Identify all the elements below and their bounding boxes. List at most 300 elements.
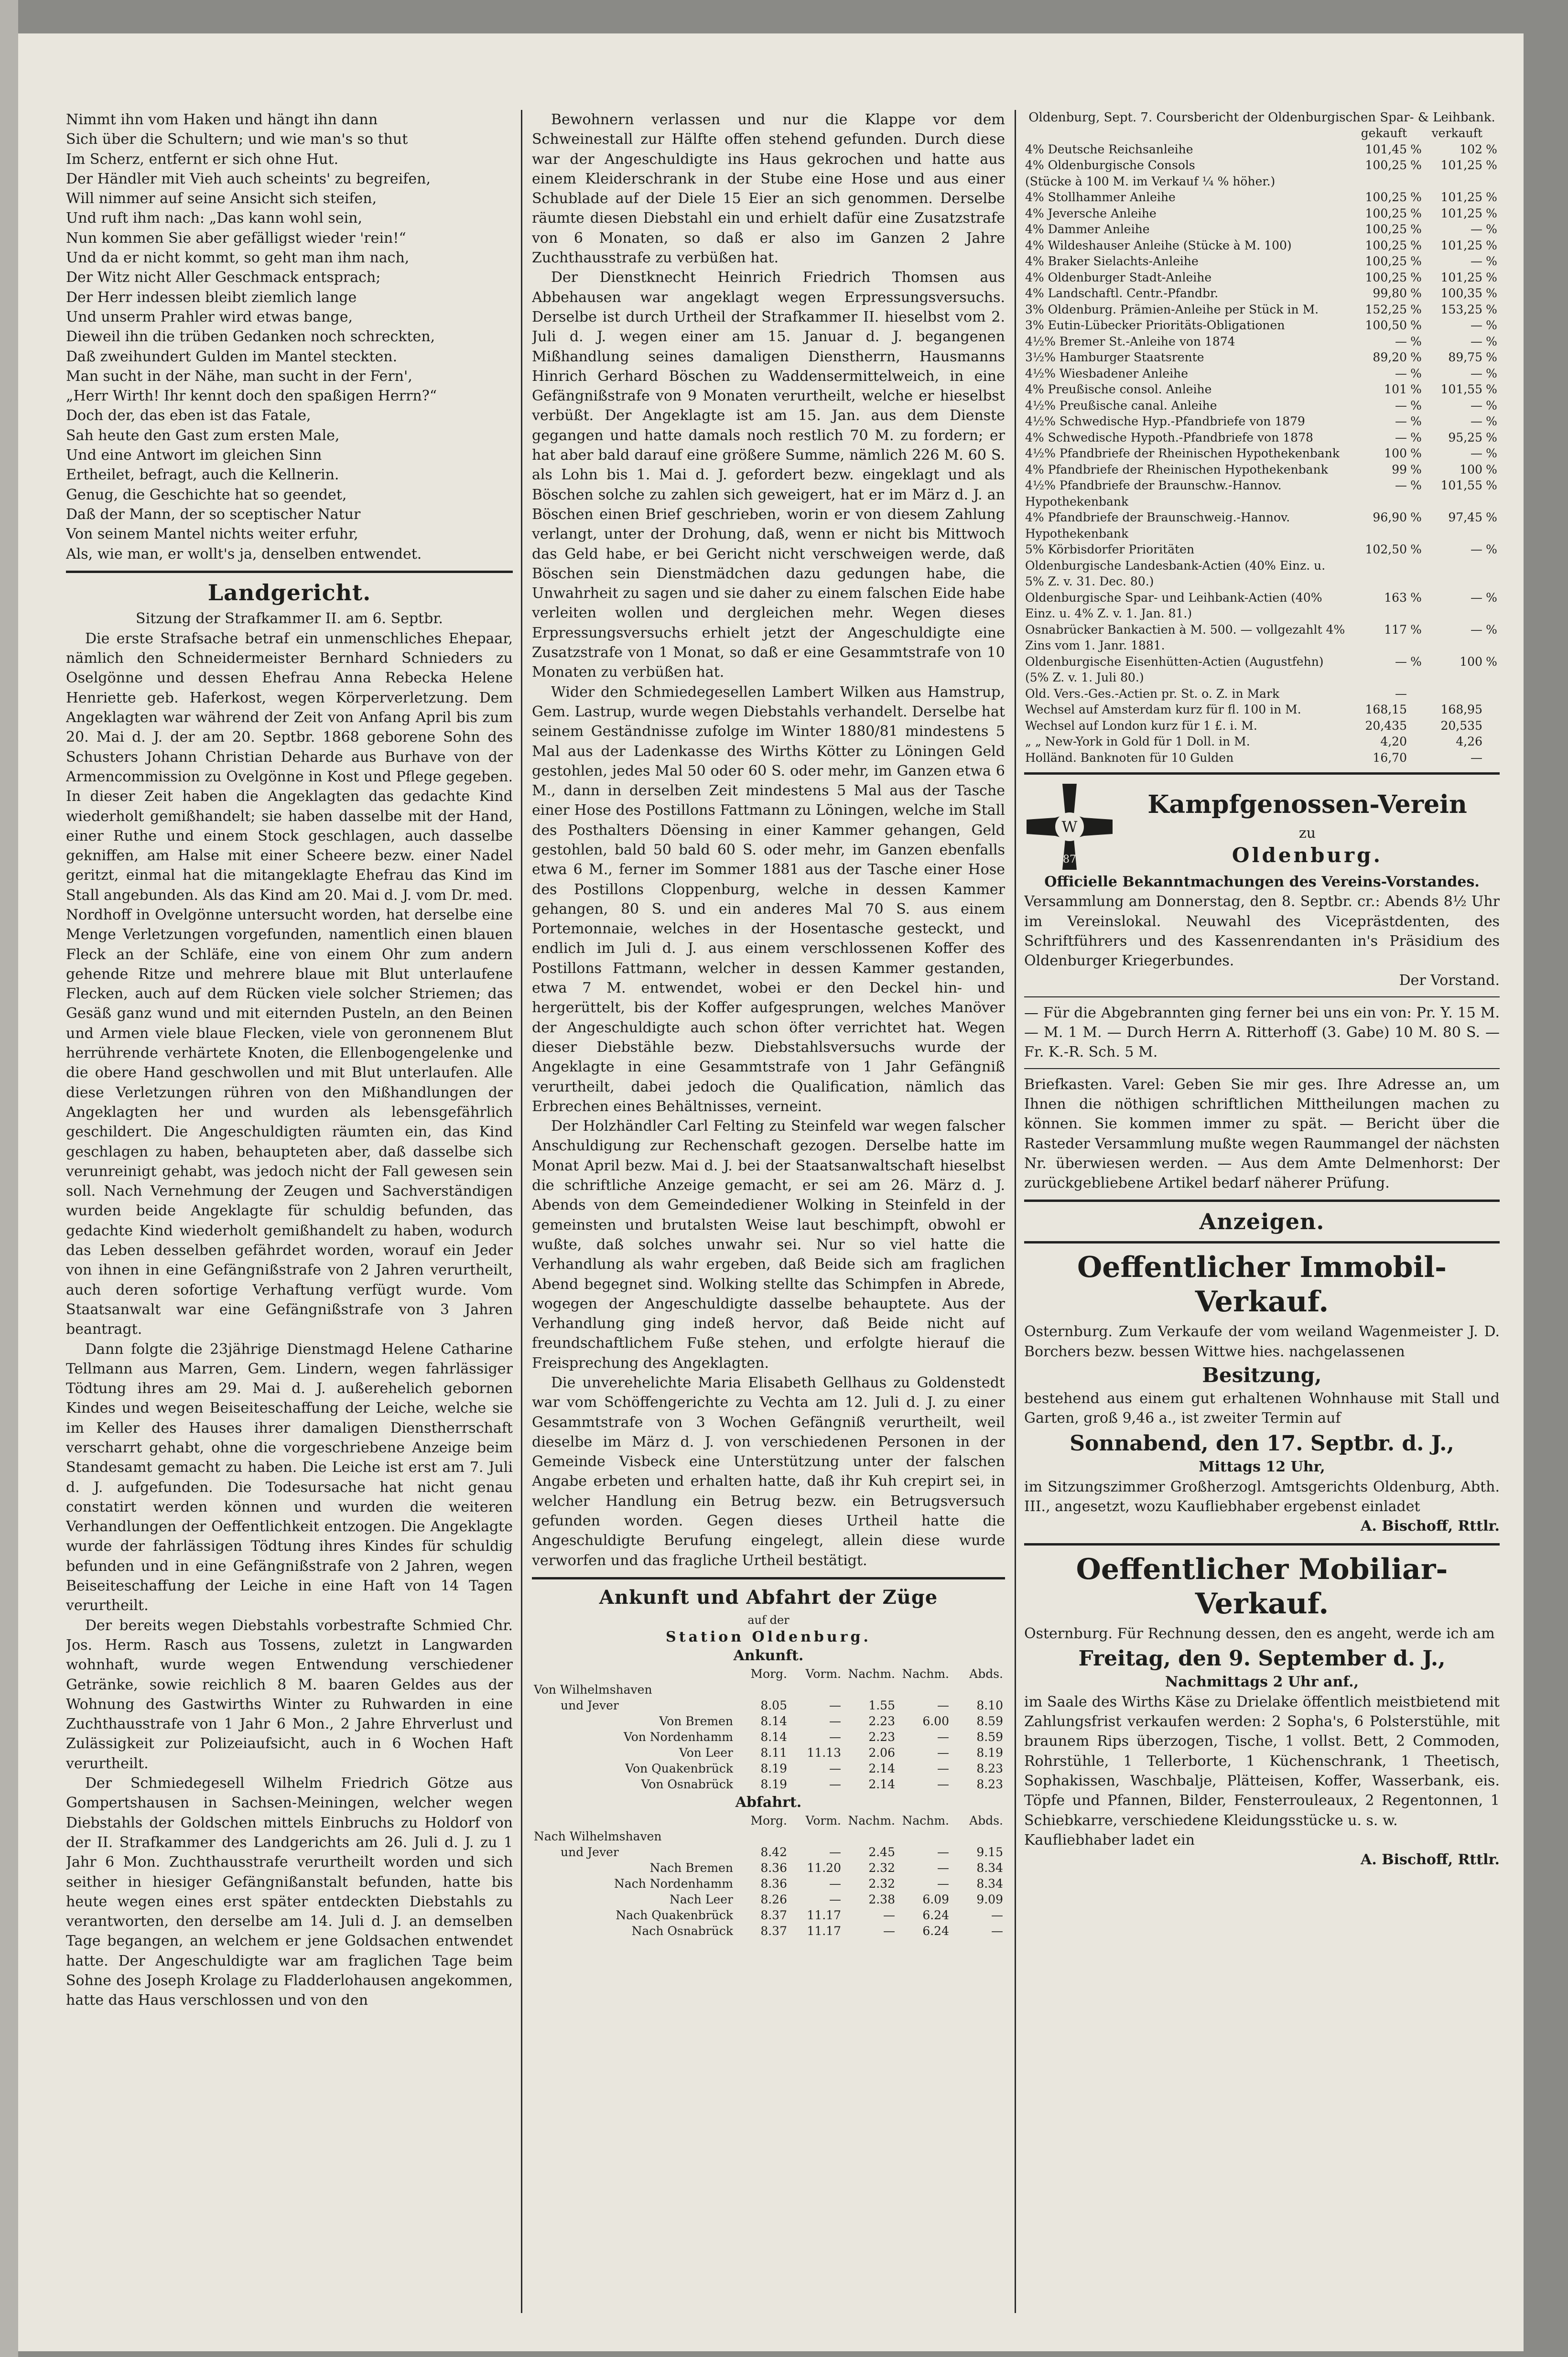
kurs-cell: 101,25 (1440, 206, 1482, 220)
poem-line: Man sucht in der Nähe, man sucht in der Fern', (66, 368, 412, 385)
kurs-cell: 4% Schwedische Hypoth.-Pfandbriefe von 1878 (1025, 430, 1313, 444)
kurs-cell: 168,95 (1440, 703, 1482, 716)
timetable-cell: Von Wilhelmshaven (534, 1682, 652, 1697)
kurs-row (1024, 205, 1500, 222)
kurs-cell: 100,25 (1365, 206, 1407, 220)
poem-line: Der Witz nicht Aller Geschmack entsprach; (66, 269, 381, 286)
kurs-cell: 4,26 (1456, 735, 1482, 748)
kurs-cell: 4% Wildeshauser Anleihe (Stücke à M. 100) (1025, 238, 1292, 252)
timetable-cell: 8.10 (976, 1698, 1003, 1712)
kurs-cell: % (1410, 430, 1422, 444)
timetable-cell: 8.34 (976, 1876, 1003, 1891)
kurs-cell: 4% Jeversche Anleihe (1025, 206, 1157, 220)
timetable-row (532, 1844, 1005, 1860)
poem-line: Sah heute den Gast zum ersten Male, (66, 427, 340, 444)
poem-line: Und da er nicht kommt, so geht man ihm nach, (66, 249, 410, 267)
timetable-cell: 8.37 (760, 1908, 787, 1922)
kurs-cell: % (1410, 222, 1422, 236)
kurs-cell (1408, 750, 1424, 766)
kurs-cell: 100,50 (1365, 318, 1407, 332)
kurs-cell: % (1486, 398, 1497, 412)
timetable-cell (951, 1682, 1005, 1697)
timetable-row (532, 1745, 1005, 1761)
kurs-cell (1483, 702, 1500, 718)
verein-notice (1024, 781, 1500, 991)
column-1 (66, 110, 513, 2011)
divider (1024, 1200, 1500, 1202)
verein-title: Kampfgenossen-Verein (1147, 790, 1467, 819)
kurs-cell: — (1395, 686, 1407, 701)
kurs-row (1024, 366, 1500, 382)
kurs-cell: 4% Pfandbriefe der Braunschweig.-Hannov. Hypothekenbank (1025, 510, 1290, 541)
kurs-cell: 99,80 (1373, 286, 1407, 300)
kurs-row (1024, 430, 1500, 446)
kurs-cell: 102,50 (1365, 542, 1407, 556)
divider (1024, 996, 1500, 997)
timetable-cell: — (883, 1908, 895, 1922)
timetable-cell: 6.09 (922, 1892, 949, 1906)
kurs-row (1024, 285, 1500, 302)
ad-immobil-item: Besitzung, (1202, 1363, 1322, 1387)
kurs-cell: % (1410, 206, 1422, 220)
poem-line: Genug, die Geschichte hat so geendet, (66, 486, 347, 503)
divider (1024, 772, 1500, 775)
kurs-row (1024, 317, 1500, 334)
timetable-header-cell: Nachm. (902, 1813, 949, 1827)
kurs-row (1024, 413, 1500, 430)
timetable-cell: 8.36 (760, 1876, 787, 1891)
timetable-row (532, 1860, 1005, 1876)
kurs-cell: 117 (1384, 622, 1407, 637)
kurs-cell: 100,25 (1365, 254, 1407, 268)
paragraph: Bewohnern verlassen und nur die Klappe vor dem Schweinestall zur Hälfte offen stehend gefunden. Durch diese war der Angeschuldigte ins Haus gekrochen und hatte aus einem Kleiderschrank in der Stube eine Hose und aus einer Schublade auf der Diele 15 Eier an sich genommen. Derselbe räumte diesen Diebstahl ein und erhielt dafür eine Zusatzstrafe von 6 Monaten, so daß er also im Ganzen 2 Jahre Zuchthausstrafe zu verbüßen hat. (532, 111, 1005, 267)
arrival-table (532, 1666, 1005, 1792)
timetable-cell: 2.23 (868, 1730, 895, 1744)
kurs-cell (1349, 173, 1408, 190)
paragraph: Dann folgte die 23jährige Dienstmagd Helene Catharine Tellmann aus Marren, Gem. Lindern, wegen fahrlässiger Tödtung ihres am 29. Mai d. J. außerehelich gebornen Kindes und wegen Beiseiteschaffung der Leiche, welche sie im Keller des Hauses ihrer damaligen Dienstherrschaft verscharrt gehabt, ohne die vorgeschriebene Anzeige beim Standesamt gemacht zu haben. Die Leiche ist erst am 7. Juli d. J. aufgefunden. Die Todesursache hat nicht genau constatirt werden können und wurden die weiteren Verhandlungen der Oeffentlichkeit entzogen. Die Angeklagte wurde der fahrlässigen Tödtung ihres Kindes für schuldig befunden und in eine Gefängnißstrafe von 2 Jahren, wegen Beiseiteschaffung der Leiche in eine Haft von 14 Tagen verurtheilt. (66, 1341, 513, 1614)
kurs-cell: % (1410, 334, 1422, 348)
kurs-cell: % (1486, 350, 1497, 364)
timetable-cell (735, 1682, 789, 1697)
timetable-cell: — (937, 1761, 949, 1775)
kurs-cell: 168,15 (1365, 703, 1407, 716)
kurs-cell: 101,25 (1440, 158, 1482, 172)
timetable-cell: — (991, 1924, 1003, 1938)
kurs-cell: 16,70 (1373, 750, 1407, 765)
kurs-cell: 152,25 (1365, 302, 1407, 316)
kurs-cell: 100 (1460, 654, 1482, 669)
paragraph: Wider den Schmiedegesellen Lambert Wilken aus Hamstrup, Gem. Lastrup, wurde wegen Diebstahls verhandelt. Derselbe hat seinem Geständnisse zufolge im Winter 1880/81 mindestens 5 Mal aus der Ladenkasse des Wirths Kötter zu Löningen Geld gestohlen, jedes Mal 50 oder 60 S. oder mehr, im Ganzen etwa 6 M., dann in derselben Zeit mindestens 5 Mal aus der Tasche einer Hose des Postillons Fattmann zu Löningen, welche im Stall des Posthalters Döensing in einer Kammer gehangen, Geld gestohlen, bald 50 bald 60 S. oder mehr, im Ganzen ebenfalls etwa 6 M., ferner im Sommer 1881 aus der Tasche einer Hose des Postillons Cloppenburg, welche in dessen Kammer gehangen, 80 S. und ein anderes Mal 70 S. aus einem Portemonnaie, welches in der Hosentasche gesteckt, und endlich im Juli d. J. aus einem verschlossenen Koffer des Postillons Fattmann, welcher in dessen Kammer gestanden, etwa 7 M. entwendet, wobei er den Deckel hin- und hergerüttelt, bis der Koffer aufgesprungen, welches Manöver der Angeschuldigte auch schon öfter verrichtet hat. Wegen dieser Diebstähle bezw. Diebstahlsversuchs wurde der Angeklagte in eine Gesammtstrafe von 1 Jahr Gefängniß verurtheilt, dabei jedoch die Qualification, nämlich das Erbrechen eines Behältnisses, verneint. (532, 683, 1005, 1115)
kurs-cell: — (1471, 446, 1482, 460)
poem-line: Will nimmer auf seine Ansicht sich steifen, (66, 190, 377, 207)
timetable-cell: — (829, 1892, 841, 1906)
kurs-cell: % (1410, 414, 1422, 428)
kurs-header-cell (1408, 125, 1424, 141)
poem-line: Ertheilet, befragt, auch die Kellnerin. (66, 466, 339, 484)
timetable-cell: 8.23 (976, 1777, 1003, 1791)
kurs-cell: 4% Oldenburgische Consols (1025, 158, 1195, 172)
kurs-cell: % (1486, 414, 1497, 428)
kurs-cell: — (1471, 542, 1482, 556)
timetable-cell: Nach Bremen (649, 1860, 733, 1875)
timetable-cell: Nach Osnabrück (631, 1924, 733, 1938)
timetable-cell: 8.37 (760, 1924, 787, 1938)
column-2 (532, 110, 1005, 1939)
paragraph: Die unverehelichte Maria Elisabeth Gellhaus zu Goldenstedt war vom Schöffengerichte zu Vechta am 12. Juli d. J. zu einer Gesammtstrafe von 3 Wochen Gefängniß verurtheilt, weil dieselbe im März d. J. von verschiedenen Personen in der Gemeinde Visbeck eine Unterstützung unter der falschen Angabe erbeten und erhalten hatte, daß ihr Kuh crepirt sei, in welcher Handlung ein Betrug bezw. ein Betrugsversuch gefunden worden. Gegen dieses Urtheil hatte die Angeschuldigte Berufung eingelegt, allein diese wurde verworfen und das fragliche Urtheil bestätigt. (532, 1374, 1005, 1569)
verein-signed: Der Vorstand. (1399, 972, 1500, 989)
timetable-cell (897, 1828, 951, 1844)
timetable-cell: Von Nordenhamm (623, 1730, 733, 1744)
ad-mobiliar-date: Freitag, den 9. September d. J., (1078, 1646, 1446, 1671)
kurs-cell: 100,25 (1365, 238, 1407, 252)
timetable-cell: 8.59 (976, 1714, 1003, 1728)
kurs-cell: % (1486, 286, 1497, 300)
ad-mobiliar-time: Nachmittags 2 Uhr anf., (1165, 1673, 1359, 1690)
kurs-cell: % (1486, 190, 1497, 204)
kurs-cell: 5% Körbisdorfer Prioritäten (1025, 542, 1195, 556)
kurs-cell: 96,90 (1373, 510, 1407, 524)
timetable-header-cell: Vorm. (805, 1813, 841, 1827)
court-report-continued (532, 110, 1005, 1570)
kurs-cell: % (1410, 590, 1422, 605)
kurs-cell: % (1486, 222, 1497, 236)
paragraph: Der Dienstknecht Heinrich Friedrich Thomsen aus Abbehausen war angeklagt wegen Erpressungsversuchs. Derselbe ist durch Urtheil der Strafkammer II. hieselbst vom 2. Juli d. J. wegen einer am 15. Januar d. J. begangenen Mißhandlung seines damaligen Dienstherrn, Hausmanns Hinrich Gerhard Böschen zu Waddensermittelweich, in eine Gefängnißstrafe von 9 Monaten verurtheilt, welche er hieselbst verbüßt. Der Angeklagte ist am 15. Jan. aus dem Dienste gegangen und hatte damals noch restlich 70 M. zu fordern; er hat aber bald darauf eine größere Summe, nämlich 226 M. 60 S. als Lohn bis 1. Mai d. J. gefordert bezw. eingeklagt und als Böschen solche zu zahlen sich geweigert, hat er im März d. J. an Böschen einen Brief geschrieben, worin er von diesem Zahlung verlangt, unter der Drohung, daß, wenn er nicht bis Mittwoch das Geld habe, er bei Gericht nicht verschweigen werde, daß Böschen sein Dienstmädchen dazu gedungen habe, die Unwahrheit zu sagen und sie daher zu einem falschen Eide habe verleiten wollen und dergleichen mehr. Wegen dieses Erpressungsversuchs erhielt jetzt der Angeschuldigte eine Zusatzstrafe von 1 Monat, so daß er eine Gesammtstrafe von 10 Monaten zu verbüßen hat. (532, 269, 1005, 681)
kurs-cell: — (1471, 750, 1482, 765)
kurs-cell: 4½% Wiesbadener Anleihe (1025, 366, 1189, 380)
timetable-cell: 6.24 (922, 1924, 949, 1938)
column-rule (1015, 110, 1016, 2313)
divider (66, 571, 513, 573)
kurs-cell: 89,20 (1373, 350, 1407, 364)
kurs-cell: 4% Landschaftl. Centr.-Pfandbr. (1025, 286, 1219, 300)
divider (532, 1577, 1005, 1579)
kurs-cell: Oldenburgische Eisenhütten-Actien (Augustfehn) (5% Z. v. 1. Juli 80.) (1025, 654, 1324, 684)
kurs-cell: % (1410, 654, 1422, 669)
ad-immobil (1024, 1250, 1500, 1536)
timetable-cell: — (829, 1845, 841, 1859)
kurs-row (1024, 686, 1500, 702)
kurs-cell: % (1486, 334, 1497, 348)
timetable-cell: und Jever (561, 1845, 619, 1859)
paragraph: Die erste Strafsache betraf ein unmenschliches Ehepaar, nämlich den Schneidermeister Bernhard Schnieders zu Oselgönne und dessen Ehefrau Anna Rebecka Helene Henriette geb. Haferkost, wegen Körperverletzung. Dem Angeklagten war während der Zeit von Anfang April bis zum 20. Mai d. J. der am 20. Septbr. 1868 geborene Sohn des Schusters Johann Christian Deharde aus Burhave von der Armencommission zu Ovelgönne in Kost und Pflege gegeben. In dieser Zeit haben die Angeklagten das gedachte Kind wiederholt gemißhandelt; sie haben dasselbe mit der Hand, einer Ruthe und einem Stock geschlagen, auch dasselbe gekniffen, am Halse mit einer Scheere bezw. einer Nadel geritzt, einmal hat die mitangeklagte Ehefrau das Kind im Stall angebunden. Als das Kind am 20. Mai d. J. vom Dr. med. Nordhoff in Ovelgönne untersucht worden, hat derselbe eine Menge Verletzungen vorgefunden, namentlich einen blauen Fleck an der Schläfe, eine von einem Ohr zum andern gehende Ritze und mehrere blaue mit Blut unterlaufene Flecken, auch auf dem Rücken viele solcher Striemen; das Gesäß ganz wund und mit eiternden Pusteln, an den Beinen und Armen viele blaue Flecken, viele von geronnenem Blut herrührende verhärtete Knoten, die Ellenbogengelenke und die obere Hand geschwollen und mit Blut unterlaufen. Alle diese Verletzungen rühren von den Mißhandlungen der Angeklagten her und wurden als lebensgefährlich geschildert. Die Angeschuldigten räumten ein, das Kind geschlagen zu haben, behaupteten aber, daß dasselbe sich verunreinigt gehabt, was jedoch nicht der Fall gewesen sein soll. Nach Vernehmung der Zeugen und Sachverständigen wurden beide Angeklagte für schuldig befunden, das gedachte Kind wiederholt gemißhandelt zu haben, wodurch das Leben desselben gefährdet worden, worauf ein Jeder von ihnen in eine Gefängnißstrafe von 2 Jahren verurtheilt, auch deren sofortige Verhaftung verfügt wurde. Vom Staatsanwalt war eine Gefängnißstrafe von 3 Jahren beantragt. (66, 630, 513, 1338)
timetable-row (532, 1761, 1005, 1776)
kurs-cell: % (1486, 478, 1497, 492)
kurs-cell: % (1410, 254, 1422, 268)
ad-immobil-date: Sonnabend, den 17. Septbr. d. J., (1070, 1431, 1454, 1456)
paragraph: Der Schmiedegesell Wilhelm Friedrich Götze aus Gompertshausen in Sachsen-Meiningen, welcher wegen Diebstahls der Goldschen mittels Einbruchs zu Holdorf von der II. Strafkammer des Landgerichts am 26. Juli d. J. zu 1 Jahr 6 Mon. Zuchthausstrafe verurtheilt worden und sich seither in hiesiger Gefängnißanstalt befunden, hatte bis heute wegen eines erst später entdeckten Diebstahls zu verantworten, den derselbe am 14. Juli d. J. an demselben Tage begangen, an welchem er jene Goldsachen entwendet hatte. Der Angeschuldigte war am fraglichen Tage beim Sohne des Joseph Krolage zu Fladderlohausen angekommen, hatte das Haus verschlossen und von den (66, 1775, 513, 2009)
timetable-title: Ankunft und Abfahrt der Züge (599, 1586, 938, 1609)
kurs-cell: 89,75 (1448, 350, 1482, 364)
kurs-row (1024, 270, 1500, 286)
kurs-header-cell (1024, 125, 1349, 141)
kurs-cell: 101,55 (1440, 478, 1482, 492)
kurs-cell: 97,45 (1448, 510, 1482, 524)
timetable-line1: auf der (747, 1613, 789, 1627)
timetable-cell (735, 1828, 789, 1844)
poem-line: Der Händler mit Vieh auch scheints' zu begreifen, (66, 170, 431, 187)
kurs-cell: % (1486, 542, 1497, 556)
divider (1024, 1543, 1500, 1546)
kurs-cell: 20,435 (1365, 718, 1407, 733)
verein-official: Officielle Bekanntmachungen des Vereins-Vorstandes. (1044, 874, 1480, 890)
ad-mobiliar-text2: im Saale des Wirths Käse zu Drielake öffentlich meistbietend mit Zahlungsfrist verkaufen werden: 2 Sopha's, 6 Polsterstühle, mit braunem Rips überzogen, Tische, 1 vollst. Bett, 2 Commoden, Rohrstühle, 1 Tellerborte, 1 Küchenschrank, 1 Theetisch, Sophakissen, Waschbalje, Plätteisen, Koffer, Wasserbank, eis. Töpfe und Pfannen, Bilder, Fensterrouleaux, 2 Regentonnen, 1 Schiebkarre, verschiedene Kleidungsstücke u. s. w. (1024, 1693, 1500, 1829)
timetable-cell: 8.42 (760, 1845, 787, 1859)
timetable-cell (951, 1828, 1005, 1844)
timetable-cell (897, 1682, 951, 1697)
abgebrannte-notice: — Für die Abgebrannten ging ferner bei uns ein von: Pr. Y. 15 M. — M. 1 M. — Durch Herrn A. Ritterhoff (3. Gabe) 10 M. 80 S. — Fr. K.-R. Sch. 5 M. (1024, 1004, 1500, 1061)
cross-year: 1870 (1056, 854, 1083, 865)
kurs-row (1024, 462, 1500, 478)
timetable-cell (789, 1828, 843, 1844)
poem-line: Und unserm Prahler wird etwas bange, (66, 308, 353, 325)
departure-heading: Abfahrt. (735, 1794, 802, 1811)
timetable-cell: Nach Wilhelmshaven (534, 1829, 662, 1843)
kurs-cell: 101,25 (1440, 190, 1482, 204)
kurs-header-cell: gekauft (1361, 126, 1407, 140)
kurs-cell: 3% Eutin-Lübecker Prioritäts-Obligationen (1025, 318, 1285, 332)
kurs-cell: 101 (1384, 382, 1407, 396)
timetable-cell: 8.23 (976, 1761, 1003, 1775)
kurs-header-cell: verkauft (1431, 126, 1482, 140)
kurs-cell: 163 (1384, 590, 1407, 605)
timetable-cell (843, 1682, 897, 1697)
kurs-cell: 4½% Bremer St.-Anleihe von 1874 (1025, 334, 1235, 348)
ad-immobil-signed: A. Bischoff, Rttlr. (1361, 1518, 1500, 1535)
kurs-cell: % (1410, 446, 1422, 460)
timetable-cell: Nach Nordenhamm (614, 1876, 733, 1891)
timetable-cell: 11.20 (807, 1860, 841, 1875)
kurs-cell (1483, 718, 1500, 734)
newspaper-page (18, 33, 1524, 2351)
kurs-cell: % (1486, 206, 1497, 220)
poem-line: Im Scherz, entfernt er sich ohne Hut. (66, 151, 339, 168)
ad-immobil-time: Mittags 12 Uhr, (1199, 1458, 1325, 1475)
kurs-cell: % (1486, 302, 1497, 316)
kurs-cell (1483, 173, 1500, 190)
kurs-row (1024, 622, 1500, 654)
poem-line: Von seinem Mantel nichts weiter erfuhr, (66, 526, 358, 543)
timetable-header-cell: Vorm. (805, 1666, 841, 1681)
kurs-row (1024, 590, 1500, 622)
timetable-cell: — (937, 1845, 949, 1859)
kurs-cell (1349, 558, 1408, 590)
poem-line: Sich über die Schultern; und wie man's so thut (66, 131, 408, 148)
kurs-cell (1483, 558, 1500, 590)
kurs-cell: % (1410, 142, 1422, 156)
paragraph: Der Holzhändler Carl Felting zu Steinfeld war wegen falscher Anschuldigung zur Rechenschaft gezogen. Derselbe hatte im Monat April bezw. Mai d. J. bei der Staatsanwaltschaft hieselbst die schriftliche Anzeige gemacht, er sei am 26. März d. J. Abends von dem Gemeindediener Wolking in Steinfeld in der gemeinsten und brutalsten Weise laut beschimpft, obwohl er wußte, daß solches unwahr sei. Nur so viel hatte die Verhandlung als wahr ergeben, daß Beide sich am fraglichen Abend begegnet sind. Wolking stellte das Schimpfen in Abrede, wogegen der Angeschuldigte dasselbe behauptete. Aus der Verhandlung ging indeß hervor, daß Beide nicht auf freundschaftlichem Fuße stehen, und erfolgte hierauf die Freisprechung des Angeklagten. (532, 1118, 1005, 1372)
section-heading: Landgericht. (207, 579, 371, 605)
kurs-cell: % (1486, 462, 1497, 476)
timetable-row (532, 1876, 1005, 1892)
poem-line: Als, wie man, er wollt's ja, denselben entwendet. (66, 545, 422, 562)
kurs-row (1024, 477, 1500, 509)
kurs-cell: % (1410, 350, 1422, 364)
timetable-cell: 8.05 (760, 1698, 787, 1712)
kurs-cell: % (1410, 238, 1422, 252)
timetable-cell (843, 1828, 897, 1844)
kurs-header-row (1024, 125, 1500, 141)
timetable-cell: 8.26 (760, 1892, 787, 1906)
timetable (532, 1586, 1005, 1939)
timetable-row (532, 1697, 1005, 1713)
kurs-cell: 4% Preußische consol. Anleihe (1025, 382, 1212, 396)
kurs-cell: 100,25 (1365, 158, 1407, 172)
timetable-cell: — (937, 1777, 949, 1791)
kurs-cell: 100,25 (1365, 222, 1407, 236)
kurs-row (1024, 398, 1500, 414)
timetable-cell: 2.32 (868, 1860, 895, 1875)
kurs-cell: Old. Vers.-Ges.-Actien pr. St. o. Z. in Mark (1025, 686, 1280, 701)
kurs-header-cell (1483, 125, 1500, 141)
verein-place: Oldenburg. (1232, 843, 1383, 867)
timetable-cell: 9.09 (976, 1892, 1003, 1906)
kurs-row (1024, 654, 1500, 686)
kurs-cell: 4½% Pfandbriefe der Braunschw.-Hannov. Hypothekenbank (1025, 478, 1282, 508)
timetable-cell: — (937, 1745, 949, 1760)
poem-line: Nimmt ihn vom Haken und hängt ihn dann (66, 111, 378, 128)
kurs-cell: % (1486, 654, 1497, 669)
timetable-cell: — (991, 1908, 1003, 1922)
timetable-cell: — (829, 1714, 841, 1728)
ad-mobiliar-text1: Osternburg. Für Rechnung dessen, den es angeht, werde ich am (1024, 1625, 1495, 1642)
kurs-cell: % (1410, 398, 1422, 412)
kurs-cell: 101,55 (1440, 382, 1482, 396)
timetable-row (532, 1776, 1005, 1792)
poem (66, 110, 513, 564)
kurs-row (1024, 750, 1500, 766)
kurs-cell: 4,20 (1380, 735, 1407, 748)
kurs-cell: 4½% Preußische canal. Anleihe (1025, 398, 1217, 412)
kurs-cell: — (1395, 398, 1407, 412)
kurs-cell: (Stücke à 100 M. im Verkauf ¼ % höher.) (1025, 174, 1276, 188)
kurs-row (1024, 445, 1500, 462)
poem-line: Daß der Mann, der so sceptischer Natur (66, 506, 361, 523)
ad-immobil-text3: im Sitzungszimmer Großherzogl. Amtsgerichts Oldenburg, Abth. III., angesetzt, wozu Kaufliebhaber ergebenst einladet (1024, 1478, 1500, 1515)
poem-line: Und ruft ihm nach: „Das kann wohl sein, (66, 210, 363, 227)
timetable-cell: 2.23 (868, 1714, 895, 1728)
kurs-cell: — (1395, 334, 1407, 348)
kurs-cell: % (1486, 590, 1497, 605)
kurs-cell: 3½% Hamburger Staatsrente (1025, 350, 1204, 364)
divider (1024, 1241, 1500, 1243)
poem-line: Und eine Antwort im gleichen Sinn (66, 447, 322, 464)
timetable-row (532, 1729, 1005, 1745)
kurs-cell: % (1410, 158, 1422, 172)
kurs-cell: 99 (1392, 462, 1407, 476)
kurs-cell: 4% Deutsche Reichsanleihe (1025, 142, 1193, 156)
kurs-cell (1483, 734, 1500, 750)
timetable-header-row (532, 1813, 1005, 1828)
timetable-cell: 9.15 (976, 1845, 1003, 1859)
paragraph: Der bereits wegen Diebstahls vorbestrafte Schmied Chr. Jos. Herm. Rasch aus Tossens, zuletzt in Langwarden wohnhaft, wurde wegen Entwendung verschiedener Getränke, sowie reichlich 8 M. baaren Geldes aus der Wohnung des Gastwirths Winter zu Ruhwarden in eine Zuchthausstrafe von 1 Jahr 6 Mon., 2 Jahre Ehrverlust und Zulässigkeit zur Polizeiaufsicht, auch in 6 Wochen Haft verurtheilt. (66, 1617, 513, 1772)
timetable-cell: 8.14 (760, 1714, 787, 1728)
kurs-cell: 101,45 (1365, 142, 1407, 156)
poem-line: Nun kommen Sie aber gefälligst wieder 'rein!“ (66, 229, 406, 247)
kurs-cell: — (1471, 414, 1482, 428)
kurs-cell: % (1410, 462, 1422, 476)
ad-immobil-text1: Osternburg. Zum Verkaufe der vom weiland Wagenmeister J. D. Borchers bezw. bessen Wittwe hies. nachgelassenen (1024, 1323, 1500, 1360)
kurs-row (1024, 157, 1500, 173)
timetable-cell: Von Bremen (659, 1714, 733, 1728)
poem-line: Dieweil ihn die trüben Gedanken noch schreckten, (66, 328, 435, 346)
ad-mobiliar-signed: A. Bischoff, Rttlr. (1361, 1851, 1500, 1869)
timetable-cell: — (829, 1698, 841, 1712)
timetable-cell: 2.32 (868, 1876, 895, 1891)
kurs-cell: 101,25 (1440, 238, 1482, 252)
timetable-row (532, 1828, 1005, 1844)
kurs-cell: 100,25 (1365, 190, 1407, 204)
kurs-row (1024, 541, 1500, 558)
kurs-cell: Oldenburgische Spar- und Leihbank-Actien (40% Einz. u. 4% Z. v. 1. Jan. 81.) (1025, 590, 1322, 620)
timetable-cell: — (937, 1860, 949, 1875)
kurs-cell: % (1486, 366, 1497, 380)
kurs-cell: % (1410, 510, 1422, 524)
kurs-cell: % (1486, 254, 1497, 268)
kurs-cell: — (1395, 366, 1407, 380)
verein-text: Versammlung am Donnerstag, den 8. Septbr. cr.: Abends 8½ Uhr im Vereinslokal. Neuwahl des Viceprästdenten, des Schriftführers und des Kassenrendanten in's Präsidium des Oldenburger Kriegerbundes. (1024, 893, 1500, 970)
anzeigen-heading: Anzeigen. (1199, 1209, 1325, 1235)
ad-mobiliar-text3: Kaufliebhaber ladet ein (1024, 1831, 1195, 1849)
timetable-header-row (532, 1666, 1005, 1682)
kurs-row (1024, 734, 1500, 750)
kurs-cell: 4½% Schwedische Hyp.-Pfandbriefe von 1879 (1025, 414, 1305, 428)
kurs-cell (1424, 558, 1483, 590)
timetable-header-cell: Morg. (750, 1666, 787, 1681)
timetable-row (532, 1713, 1005, 1729)
timetable-cell: 1.55 (868, 1698, 895, 1712)
timetable-header-cell (532, 1813, 735, 1828)
kurs-cell: — (1395, 414, 1407, 428)
kurs-row (1024, 253, 1500, 270)
kurs-cell (1483, 686, 1500, 702)
ad-mobiliar (1024, 1552, 1500, 1870)
kurs-cell (1483, 750, 1500, 766)
kurs-cell: 4% Braker Sielachts-Anleihe (1025, 254, 1199, 268)
kurs-cell: 4% Pfandbriefe der Rheinischen Hypothekenbank (1025, 462, 1328, 476)
timetable-cell: 2.38 (868, 1892, 895, 1906)
kurs-cell: 102 (1460, 142, 1482, 156)
ad-immobil-title: Oeffentlicher Immobil-Verkauf. (1077, 1251, 1447, 1319)
poem-line: Daß zweihundert Gulden im Mantel steckten. (66, 348, 398, 365)
kurs-cell: % (1486, 510, 1497, 524)
kurs-cell (1408, 718, 1424, 734)
ad-mobiliar-title: Oeffentlicher Mobiliar-Verkauf. (1076, 1552, 1448, 1621)
verein-zu: zu (1298, 825, 1316, 842)
column-3 (1024, 110, 1500, 1870)
timetable-row (532, 1923, 1005, 1939)
kurs-cell (1408, 558, 1424, 590)
kurs-cell: — (1471, 590, 1482, 605)
timetable-cell (789, 1682, 843, 1697)
timetable-cell: 2.14 (868, 1761, 895, 1775)
timetable-header-cell (532, 1666, 735, 1682)
timetable-cell: 8.19 (760, 1761, 787, 1775)
timetable-cell: 2.06 (868, 1745, 895, 1760)
departure-table (532, 1813, 1005, 1939)
section-subheading: Sitzung der Strafkammer II. am 6. Septbr. (136, 610, 443, 627)
kurs-cell: % (1410, 366, 1422, 380)
timetable-header-cell: Nachm. (902, 1666, 949, 1681)
timetable-cell: — (829, 1761, 841, 1775)
kurs-table (1024, 125, 1500, 766)
timetable-cell: 8.34 (976, 1860, 1003, 1875)
kurs-row (1024, 141, 1500, 158)
timetable-cell: 8.19 (760, 1777, 787, 1791)
kurs-cell: 100 (1460, 462, 1482, 476)
timetable-cell: 8.19 (976, 1745, 1003, 1760)
kurs-cell (1408, 686, 1424, 702)
kurs-cell: — (1471, 622, 1482, 637)
